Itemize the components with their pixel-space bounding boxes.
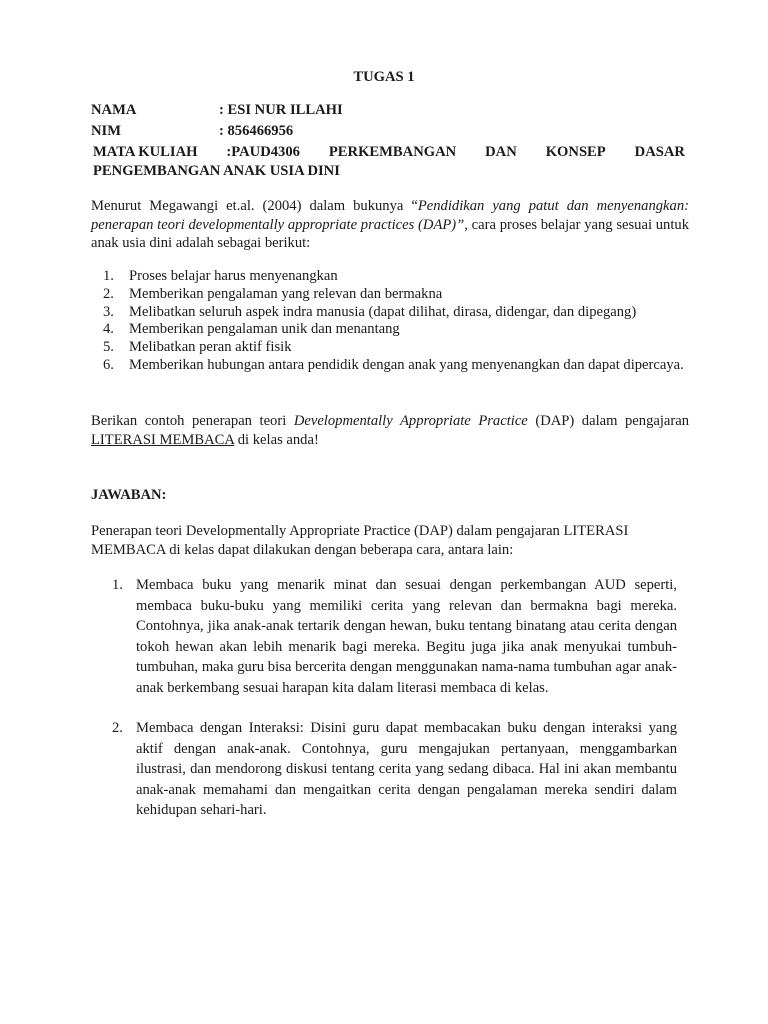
intro-paragraph [91,197,689,253]
nim-label: NIM [91,123,121,139]
list-item [91,357,685,375]
mata-kuliah-label: MATA KULIAH [93,144,198,160]
question-mid: (DAP) dalam pengajaran [527,413,690,429]
mk-word: KONSEP [545,144,606,160]
mata-kuliah-line2: PENGEMBANGAN ANAK USIA DINI [93,163,340,179]
list-item [91,268,685,286]
list-text: Membaca buku yang menarik minat dan sesuai dengan perkembangan AUD seperti, membaca buku-buku yang memiliki cerita yang relevan dan bermakna bagi mereka. Contohnya, jika anak-anak tertarik dengan hewan, buku tentang binatang atau cerita dengan tokoh hewan akan lebih menarik bagi mereka. Begitu juga jika anak menyukai tumbuh-tumbuhan, maka guru bisa bercerita dengan menggunakan nama-nama tumbuhan agar anak-anak berkembang sesuai harapan kita dalam literasi membaca di kelas. [136,577,677,696]
principles-list [91,268,685,375]
list-number: 3. [103,303,114,320]
answer-heading: JAWABAN: [91,487,167,503]
question-italic: Developmentally Appropriate Practice [293,413,528,429]
nim-row [91,123,293,140]
list-number: 2. [112,720,123,736]
intro-tail: , cara proses belajar yang sesuai untuk anak usia dini adalah sebagai berikut: [91,216,689,251]
list-text: Memberikan pengalaman unik dan menantang [129,321,400,338]
list-item [112,718,677,821]
nim-value: : 856466956 [219,123,294,139]
nama-value: : ESI NUR ILLAHI [219,102,343,118]
question-tail: di kelas anda! [234,431,319,448]
document-title: TUGAS 1 [353,69,415,85]
question-lead: Berikan contoh penerapan teori [91,413,294,429]
answers-list-2 [112,718,677,821]
answer-intro: Penerapan teori Developmentally Appropriate Practice (DAP) dalam pengajaran LITERASI MEMBACA di kelas dapat dilakukan dengan beberapa cara, antara lain: [91,523,629,558]
list-text: Melibatkan seluruh aspek indra manusia (dapat dilihat, dirasa, didengar, dan dipegang) [129,303,637,320]
mk-word: DAN [485,144,517,160]
mata-kuliah-row [93,144,685,161]
list-text: Memberikan hubungan antara pendidik dengan anak yang menyenangkan dan dapat dipercaya. [129,356,684,373]
nama-row [91,102,343,119]
list-number: 1. [103,268,114,284]
list-item [91,304,685,322]
mk-word: PERKEMBANGAN [328,144,457,160]
list-text: Melibatkan peran aktif fisik [129,339,292,356]
list-item [91,321,685,339]
intro-book-title: Pendidikan yang patut dan menyenangkan: penerapan teori developmentally appropriate practices (DAP)” [91,198,689,233]
list-text: Membaca dengan Interaksi: Disini guru dapat membacakan buku dengan interaksi yang aktif dengan anak-anak. Contohnya, guru mengajukan pertanyaan, menggambarkan ilustrasi, dan mendorong diskusi tentang cerita yang sedang dibaca. Hal ini akan membantu anak-anak memahami dan mengaitkan cerita dengan pengalaman mereka sendiri dalam kehidupan sehari-hari. [136,720,677,819]
question-underlined: LITERASI MEMBACA [91,431,235,448]
mk-word-code: :PAUD4306 [226,144,300,160]
question-paragraph [91,412,689,449]
intro-lead: Menurut Megawangi et.al. (2004) dalam bukunya “ [91,198,418,214]
answers-list [112,575,677,699]
list-number: 1. [112,577,123,593]
list-item [91,286,685,304]
list-text: Memberikan pengalaman yang relevan dan bermakna [129,285,443,302]
list-number: 2. [103,285,114,302]
list-item [112,575,677,699]
list-item [91,339,685,357]
list-number: 5. [103,339,114,356]
list-number: 4. [103,321,114,338]
mk-word: DASAR [634,144,685,160]
nama-label: NAMA [91,102,137,118]
list-number: 6. [103,356,114,373]
list-text: Proses belajar harus menyenangkan [129,268,338,284]
